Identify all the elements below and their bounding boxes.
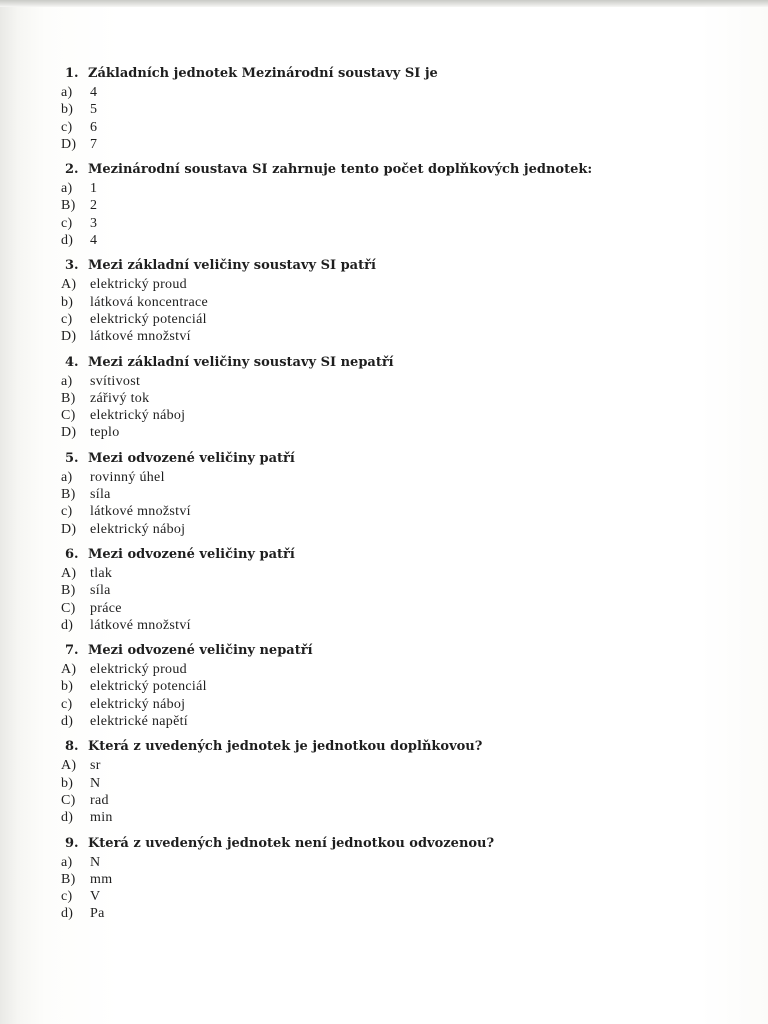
option-text: zářivý tok <box>90 390 150 406</box>
option-text: elektrické napětí <box>90 714 188 730</box>
question-text: Mezi základní veličiny soustavy SI patří <box>88 258 376 274</box>
answer-option <box>60 101 740 118</box>
option-text: síla <box>90 487 111 503</box>
option-text: N <box>90 854 101 870</box>
answer-option <box>60 521 740 538</box>
answer-option <box>60 565 740 582</box>
question-number: 9. <box>65 835 79 851</box>
option-text: elektrický náboj <box>90 408 186 424</box>
option-text: elektrický náboj <box>90 521 186 537</box>
option-letter: d) <box>61 714 74 730</box>
option-letter: A) <box>61 277 77 293</box>
answer-option <box>60 469 740 486</box>
option-letter: c) <box>61 889 73 905</box>
option-letter: d) <box>61 810 74 826</box>
question-text: Která z uvedených jednotek není jednotkou odvozenou? <box>88 835 495 851</box>
option-letter: d) <box>61 617 74 633</box>
question-9 <box>60 834 740 923</box>
option-text: svítivost <box>90 373 141 389</box>
option-letter: D) <box>61 521 77 537</box>
answer-option <box>60 854 740 871</box>
option-letter: A) <box>61 565 77 581</box>
option-text: elektrický proud <box>90 277 187 293</box>
option-text: elektrický proud <box>90 662 187 678</box>
option-text: 5 <box>90 102 98 118</box>
question-4 <box>60 353 740 442</box>
question-6 <box>60 545 740 634</box>
option-text: elektrický potenciál <box>90 311 207 327</box>
option-letter: b) <box>61 775 74 791</box>
question-heading <box>60 641 740 661</box>
answer-option <box>60 407 740 424</box>
answer-option <box>60 232 740 249</box>
option-text: 2 <box>90 198 98 214</box>
answer-option <box>60 180 740 197</box>
answer-option <box>60 582 740 599</box>
question-7 <box>60 641 740 730</box>
option-letter: A) <box>61 662 77 678</box>
answer-option <box>60 215 740 232</box>
option-letter: c) <box>61 119 73 135</box>
question-heading <box>60 353 740 373</box>
answer-option <box>60 424 740 441</box>
question-list <box>60 64 740 930</box>
answer-option <box>60 600 740 617</box>
option-text: elektrický náboj <box>90 696 186 712</box>
question-8 <box>60 737 740 826</box>
option-text: síla <box>90 583 111 599</box>
question-text: Která z uvedených jednotek je jednotkou doplňkovou? <box>88 739 483 755</box>
option-text: teplo <box>90 425 120 441</box>
option-text: látková koncentrace <box>90 294 209 310</box>
question-number: 2. <box>65 162 79 178</box>
option-letter: D) <box>61 329 77 345</box>
option-letter: a) <box>61 854 73 870</box>
question-heading <box>60 64 740 84</box>
question-heading <box>60 834 740 854</box>
question-3 <box>60 256 740 345</box>
option-letter: a) <box>61 469 73 485</box>
page-top-edge <box>0 0 768 7</box>
question-text: Mezi odvozené veličiny patří <box>88 450 295 466</box>
option-text: rovinný úhel <box>90 469 165 485</box>
question-text: Mezi odvozené veličiny patří <box>88 546 295 562</box>
option-letter: b) <box>61 102 74 118</box>
answer-option <box>60 390 740 407</box>
answer-option <box>60 503 740 520</box>
question-text: Základních jednotek Mezinárodní soustavy SI je <box>88 66 438 81</box>
option-text: elektrický potenciál <box>90 679 207 695</box>
answer-option <box>60 617 740 634</box>
answer-option <box>60 871 740 888</box>
answer-option <box>60 888 740 905</box>
answer-option <box>60 119 740 136</box>
option-letter: b) <box>61 679 74 695</box>
question-number: 5. <box>65 450 79 466</box>
answer-option <box>60 696 740 713</box>
option-text: práce <box>90 600 122 616</box>
question-number: 7. <box>65 643 79 659</box>
option-letter: c) <box>61 311 73 327</box>
answer-option <box>60 311 740 328</box>
answer-option <box>60 276 740 293</box>
option-text: 7 <box>90 136 98 152</box>
option-letter: C) <box>61 408 76 424</box>
question-heading <box>60 256 740 276</box>
option-letter: D) <box>61 136 77 152</box>
option-letter: C) <box>61 600 76 616</box>
option-text: min <box>90 810 113 826</box>
option-letter: b) <box>61 294 74 310</box>
answer-option <box>60 905 740 922</box>
question-number: 1. <box>65 66 79 81</box>
option-text: 6 <box>90 119 98 135</box>
option-text: látkové množství <box>90 617 191 633</box>
question-5 <box>60 449 740 538</box>
option-text: látkové množství <box>90 504 191 520</box>
answer-option <box>60 792 740 809</box>
question-number: 4. <box>65 354 79 370</box>
answer-option <box>60 775 740 792</box>
option-letter: d) <box>61 906 74 922</box>
option-text: mm <box>90 871 113 887</box>
option-letter: B) <box>61 583 76 599</box>
option-text: sr <box>90 758 101 774</box>
question-2 <box>60 160 740 249</box>
option-text: N <box>90 775 101 791</box>
answer-option <box>60 294 740 311</box>
question-1 <box>60 64 740 153</box>
option-letter: B) <box>61 198 76 214</box>
question-number: 8. <box>65 739 79 755</box>
answer-option <box>60 713 740 730</box>
option-letter: B) <box>61 487 76 503</box>
option-text: rad <box>90 792 109 808</box>
answer-option <box>60 197 740 214</box>
option-letter: B) <box>61 871 76 887</box>
answer-option <box>60 373 740 390</box>
answer-option <box>60 661 740 678</box>
question-heading <box>60 160 740 180</box>
option-text: 4 <box>90 85 98 100</box>
option-letter: c) <box>61 696 73 712</box>
option-text: tlak <box>90 565 113 581</box>
option-text: V <box>90 889 101 905</box>
option-text: 4 <box>90 233 98 249</box>
option-letter: D) <box>61 425 77 441</box>
answer-option <box>60 678 740 695</box>
question-text: Mezinárodní soustava SI zahrnuje tento počet doplňkových jednotek: <box>88 162 593 178</box>
question-heading <box>60 737 740 757</box>
option-text: látkové množství <box>90 329 191 345</box>
question-heading <box>60 545 740 565</box>
option-letter: a) <box>61 373 73 389</box>
answer-option <box>60 84 740 101</box>
question-text: Mezi základní veličiny soustavy SI nepatří <box>88 354 394 370</box>
option-letter: c) <box>61 504 73 520</box>
question-text: Mezi odvozené veličiny nepatří <box>88 643 313 659</box>
option-letter: A) <box>61 758 77 774</box>
option-letter: d) <box>61 233 74 249</box>
answer-option <box>60 757 740 774</box>
answer-option <box>60 328 740 345</box>
option-letter: C) <box>61 792 76 808</box>
answer-option <box>60 486 740 503</box>
question-number: 6. <box>65 546 79 562</box>
answer-option <box>60 809 740 826</box>
option-letter: B) <box>61 390 76 406</box>
option-letter: c) <box>61 215 73 231</box>
option-letter: a) <box>61 85 73 100</box>
answer-option <box>60 136 740 153</box>
option-text: 3 <box>90 215 98 231</box>
option-text: 1 <box>90 181 98 197</box>
option-text: Pa <box>90 906 105 922</box>
option-letter: a) <box>61 181 73 197</box>
question-number: 3. <box>65 258 79 274</box>
question-heading <box>60 449 740 469</box>
